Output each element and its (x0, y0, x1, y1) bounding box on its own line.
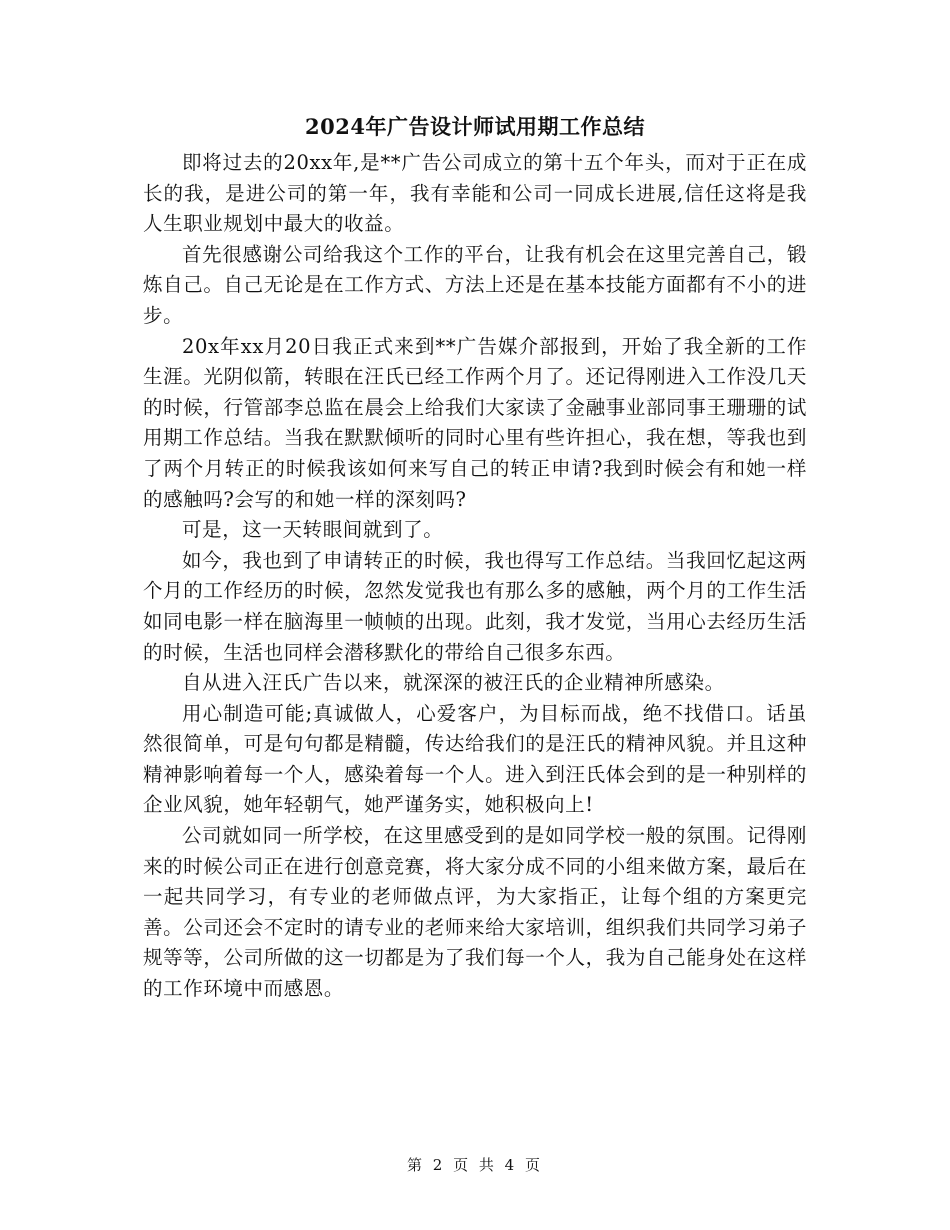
page-footer: 第 2 页 共 4 页 (407, 1156, 543, 1174)
paragraph: 如今，我也到了申请转正的时候，我也得写工作总结。当我回忆起这两个月的工作经历的时候，忽然发觉我也有那么多的感触，两个月的工作生活如同电影一样在脑海里一帧帧的出现。此刻，我才发觉，当用心去经历生活的时候，生活也同样会潜移默化的带给自己很多东西。 (143, 548, 807, 664)
paragraph: 用心制造可能;真诚做人，心爱客户，为目标而战，绝不找借口。话虽然很简单，可是句句都是精髓，传达给我们的是汪氏的精神风貌。并且这种精神影响着每一个人，感染着每一个人。进入到汪氏体会到的是一种别样的企业风貌，她年轻朝气，她严谨务实，她积极向上! (143, 701, 807, 817)
paragraph: 即将过去的20xx年,是**广告公司成立的第十五个年头，而对于正在成长的我，是进公司的第一年，我有幸能和公司一同成长进展,信任这将是我人生职业规划中最大的收益。 (143, 151, 807, 236)
paragraph: 自从进入汪氏广告以来，就深深的被汪氏的企业精神所感染。 (182, 671, 725, 695)
document-body (143, 148, 807, 1005)
paragraph: 首先很感谢公司给我这个工作的平台，让我有机会在这里完善自己，锻炼自己。自己无论是在工作方式、方法上还是在基本技能方面都有不小的进步。 (143, 242, 807, 327)
document-title: 2024年广告设计师试用期工作总结 (305, 114, 645, 139)
paragraph: 20x年xx月20日我正式来到**广告媒介部报到，开始了我全新的工作生涯。光阴似箭，转眼在汪氏已经工作两个月了。还记得刚进入工作没几天的时候，行管部李总监在晨会上给我们大家读了金融事业部同事王珊珊的试用期工作总结。当我在默默倾听的同时心里有些许担心，我在想，等我也到了两个月转正的时候我该如何来写自己的转正申请?我到时候会有和她一样的感触吗?会写的和她一样的深刻吗? (143, 334, 807, 511)
paragraph: 公司就如同一所学校，在这里感受到的是如同学校一般的氛围。记得刚来的时候公司正在进行创意竞赛，将大家分成不同的小组来做方案，最后在一起共同学习，有专业的老师做点评，为大家指正，让每个组的方案更完善。公司还会不定时的请专业的老师来给大家培训，组织我们共同学习弟子规等等，公司所做的这一切都是为了我们每一个人，我为自己能身处在这样的工作环境中而感恩。 (143, 824, 807, 1001)
paragraph: 可是，这一天转眼间就到了。 (182, 518, 444, 542)
